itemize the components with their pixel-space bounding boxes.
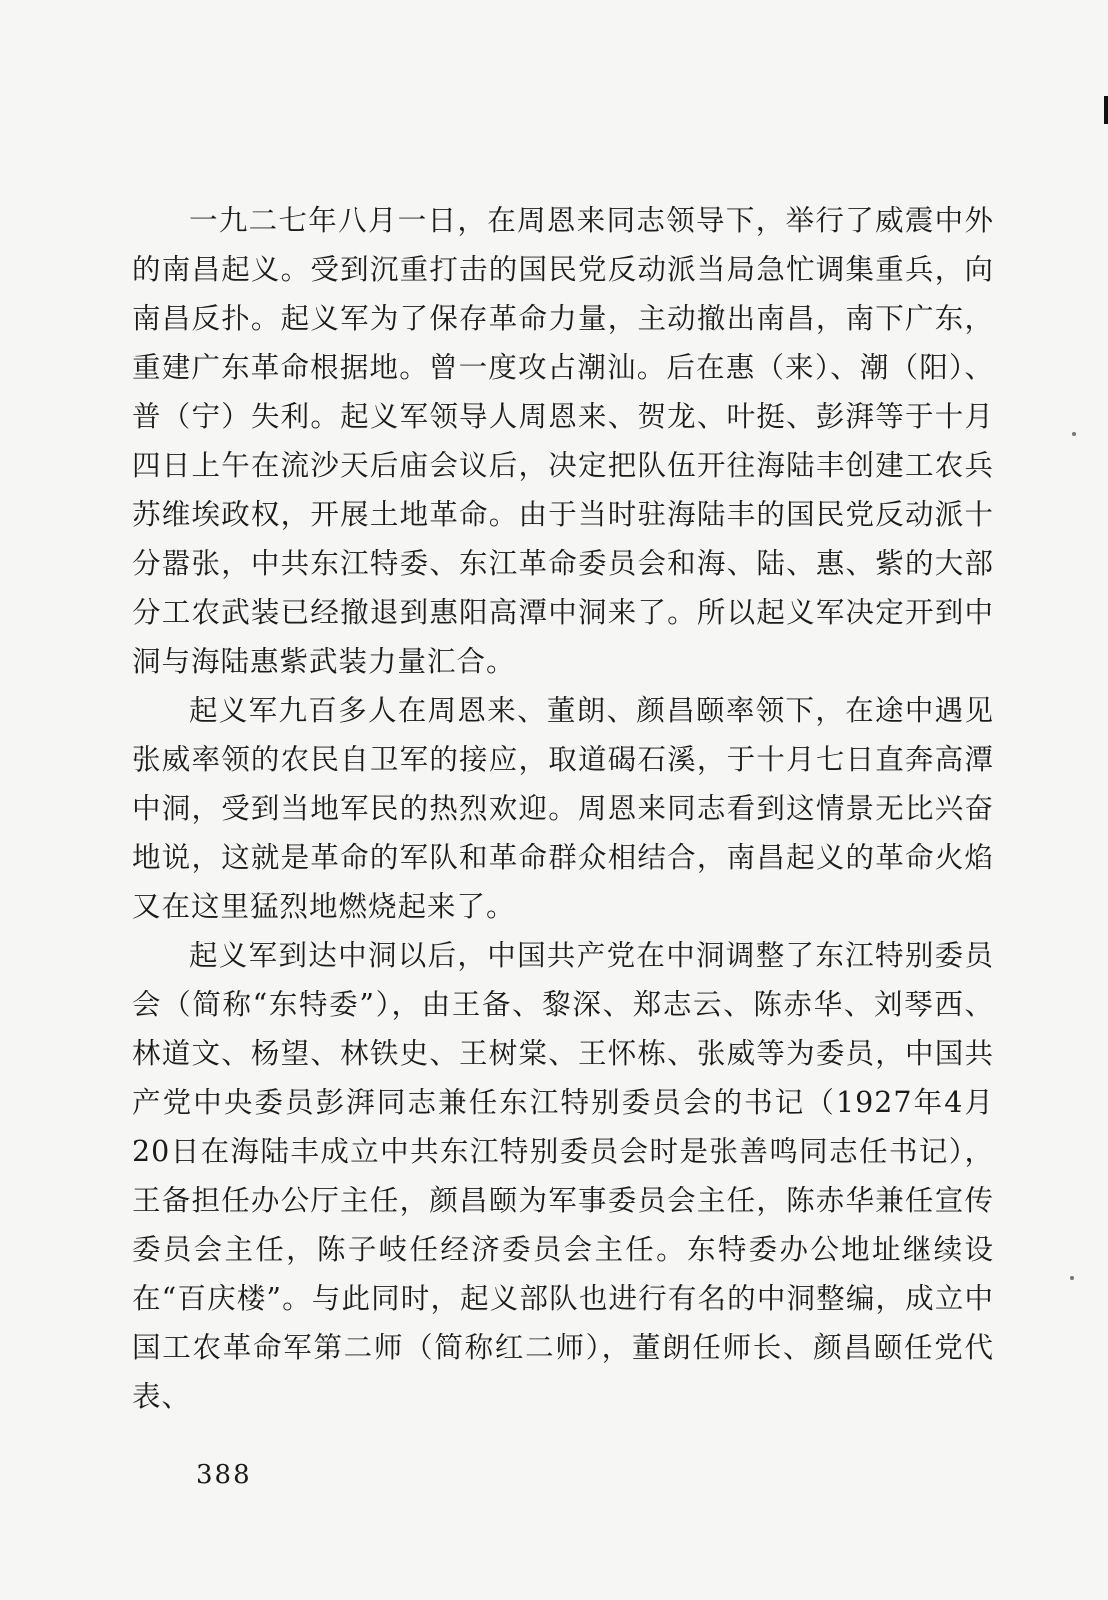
paragraph-1: 一九二七年八月一日，在周恩来同志领导下，举行了威震中外的南昌起义。受到沉重打击的国民党反动派当局急忙调集重兵，向南昌反扑。起义军为了保存革命力量，主动撤出南昌，南下广东，重建广东革命根据地。曾一度攻占潮汕。后在惠（来）、潮（阳）、普（宁）失利。起义军领导人周恩来、贺龙、叶挺、彭湃等于十月四日上午在流沙天后庙会议后，决定把队伍开往海陆丰创建工农兵苏维埃政权，开展土地革命。由于当时驻海陆丰的国民党反动派十分嚣张，中共东江特委、东江革命委员会和海、陆、惠、紫的大部分工农武装已经撤退到惠阳高潭中洞来了。所以起义军决定开到中洞与海陆惠紫武装力量汇合。 — [132, 204, 994, 678]
scan-speck — [1070, 1276, 1074, 1280]
scan-speck — [1072, 432, 1076, 436]
page-number: 388 — [196, 1460, 252, 1490]
paragraph-3: 起义军到达中洞以后，中国共产党在中洞调整了东江特别委员会（简称“东特委”），由王备、黎深、郑志云、陈赤华、刘琴西、林道文、杨望、林铁史、王树棠、王怀栋、张威等为委员，中国共产党中央委员彭湃同志兼任东江特别委员会的书记（1927年4月20日在海陆丰成立中共东江特别委员会时是张善鸣同志任书记），王备担任办公厅主任，颜昌颐为军事委员会主任，陈赤华兼任宣传委员会主任，陈子岐任经济委员会主任。东特委办公地址继续设在“百庆楼”。与此同时，起义部队也进行有名的中洞整编，成立中国工农革命军第二师（简称红二师），董朗任师长、颜昌颐任党代表、 — [132, 939, 994, 1413]
scan-edge-mark — [1104, 96, 1108, 124]
body-text — [132, 196, 994, 1421]
paragraph-2: 起义军九百多人在周恩来、董朗、颜昌颐率领下，在途中遇见张威率领的农民自卫军的接应，取道碣石溪，于十月七日直奔高潭中洞，受到当地军民的热烈欢迎。周恩来同志看到这情景无比兴奋地说，这就是革命的军队和革命群众相结合，南昌起义的革命火焰又在这里猛烈地燃烧起来了。 — [132, 694, 994, 923]
